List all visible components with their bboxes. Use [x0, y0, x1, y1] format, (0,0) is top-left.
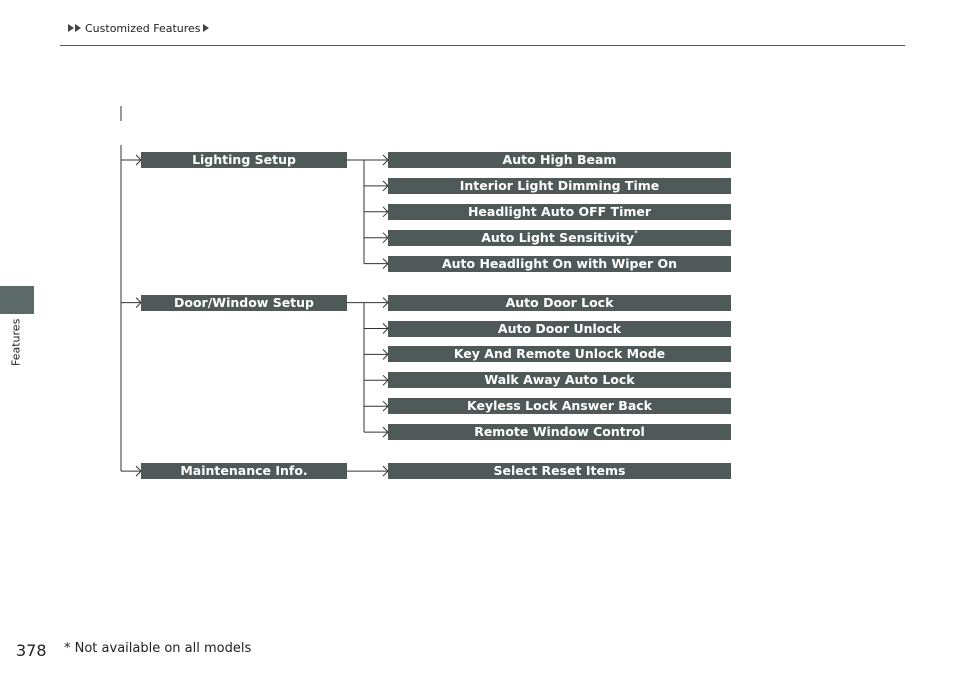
- menu-item-label: Auto Door Lock: [505, 294, 614, 310]
- side-tab-label: Features: [9, 318, 23, 366]
- menu-item[interactable]: [388, 256, 731, 272]
- menu-group[interactable]: [141, 152, 347, 168]
- menu-item-label: Remote Window Control: [474, 424, 645, 440]
- menu-item-label: Key And Remote Unlock Mode: [453, 346, 666, 362]
- menu-item-label: Auto High Beam: [502, 152, 617, 167]
- menu-item-label: Select Reset Items: [493, 463, 626, 479]
- menu-item[interactable]: [388, 178, 731, 194]
- menu-group-label: Maintenance Info.: [180, 463, 308, 479]
- menu-item[interactable]: [388, 230, 731, 246]
- menu-item[interactable]: [388, 321, 731, 337]
- menu-item-label: Headlight Auto OFF Timer: [467, 203, 652, 219]
- menu-group-label: Door/Window Setup: [174, 294, 314, 310]
- menu-item-label: Auto Door Unlock: [497, 320, 622, 336]
- menu-item-label: Interior Light Dimming Time: [459, 177, 660, 193]
- menu-item[interactable]: [388, 204, 731, 220]
- menu-item[interactable]: [388, 424, 731, 440]
- menu-item[interactable]: [388, 372, 731, 388]
- menu-item[interactable]: [388, 295, 731, 311]
- breadcrumb-section[interactable]: Customized Features: [85, 21, 201, 35]
- menu-item[interactable]: [388, 463, 731, 479]
- footnote-mark: *: [634, 229, 638, 237]
- menu-group[interactable]: [141, 463, 347, 479]
- page-number: 378: [16, 641, 47, 660]
- menu-group[interactable]: [141, 295, 347, 311]
- menu-item-label: Auto Light Sensitivity: [481, 229, 635, 245]
- menu-item-label: Keyless Lock Answer Back: [467, 398, 652, 414]
- menu-item-label: Auto Headlight On with Wiper On: [441, 255, 678, 271]
- menu-group-label: Lighting Setup: [192, 152, 296, 167]
- footnote: * Not available on all models: [64, 641, 252, 656]
- menu-item[interactable]: [388, 346, 731, 362]
- menu-item[interactable]: [388, 152, 731, 168]
- menu-item[interactable]: [388, 398, 731, 414]
- menu-item-label: Walk Away Auto Lock: [484, 372, 635, 388]
